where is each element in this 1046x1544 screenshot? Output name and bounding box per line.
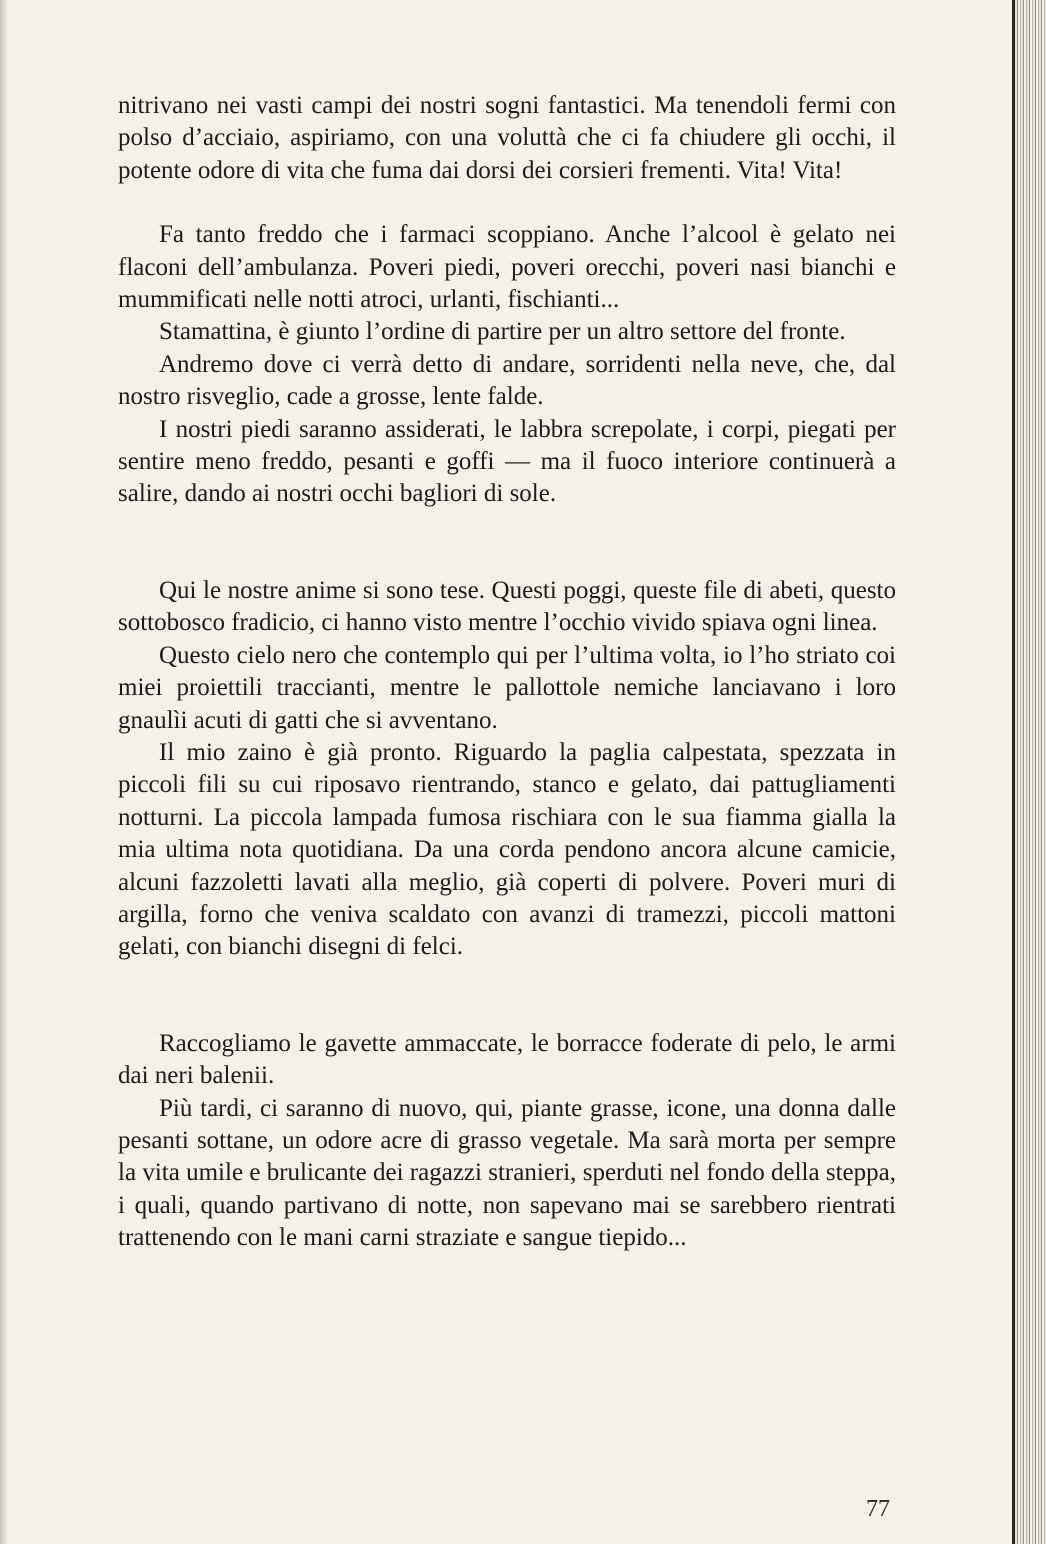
paragraph: I nostri piedi saranno assiderati, le labbra screpolate, i corpi, piegati per sentire meno freddo, pesanti e goffi — ma il fuoco interiore continuerà a salire, dando ai nostri occhi bagliori di sole. [118,415,896,508]
page-number: 77 [866,1496,890,1522]
section-4 [118,1028,896,1255]
paragraph: Qui le nostre anime si sono tese. Questi poggi, queste file di abeti, questo sottobosco fradicio, ci hanno visto mentre l’occhio vivido spiava ogni linea. [118,576,896,637]
section-3 [118,575,896,964]
paragraph: Il mio zaino è già pronto. Riguardo la paglia calpestata, spezzata in piccoli fili su cui riposavo rientrando, stanco e gelato, dai pattugliamenti notturni. La piccola lampada fumosa rischiara con le sua fiamma gialla la mia ultima nota quotidiana. Da una corda pendono ancora alcune camicie, alcuni fazzoletti lavati alla meglio, già coperti di polvere. Poveri muri di argilla, forno che veniva scaldato con avanzi di tramezzi, piccoli mattoni gelati, con bianchi disegni di felci. [118,738,896,961]
page-left-edge-shadow [0,0,8,1544]
paragraph: Andremo dove ci verrà detto di andare, sorridenti nella neve, che, dal nostro risveglio, cade a grosse, lente falde. [118,350,896,411]
section-1 [118,90,896,187]
page-text-body [118,90,896,1255]
paragraph: Stamattina, è giunto l’ordine di partire per un altro settore del fronte. [159,318,846,346]
paragraph: Raccogliamo le gavette ammaccate, le borracce foderate di pelo, le armi dai neri balenii. [118,1029,896,1090]
book-binding-edge [1012,0,1046,1544]
paragraph: Questo cielo nero che contemplo qui per l’ultima volta, io l’ho striato coi miei proiettili traccianti, mentre le pallottole nemiche lanciavano i loro gnaulìi acuti di gatti che si avventano. [118,641,896,734]
paragraph: Più tardi, ci saranno di nuovo, qui, piante grasse, icone, una donna dalle pesanti sottane, un odore acre di grasso vegetale. Ma sarà morta per sempre la vita umile e brulicante dei ragazzi stranieri, sperduti nel fondo della steppa, i quali, quando partivano di notte, non sapevano mai se sarebbero rientrati trattenendo con le mani carni straziate e sangue tiepido... [118,1094,896,1252]
paragraph: Fa tanto freddo che i farmaci scoppiano. Anche l’alcool è gelato nei flaconi dell’ambulanza. Poveri piedi, poveri orecchi, poveri nasi bianchi e mummificati nelle notti atroci, urlanti, fischianti... [118,221,896,314]
paragraph: nitrivano nei vasti campi dei nostri sogni fantastici. Ma tenendoli fermi con polso d’acciaio, aspiriamo, con una voluttà che ci fa chiudere gli occhi, il potente odore di vita che fuma dai dorsi dei corsieri frementi. Vita! Vita! [118,92,896,184]
section-2 [118,219,896,511]
